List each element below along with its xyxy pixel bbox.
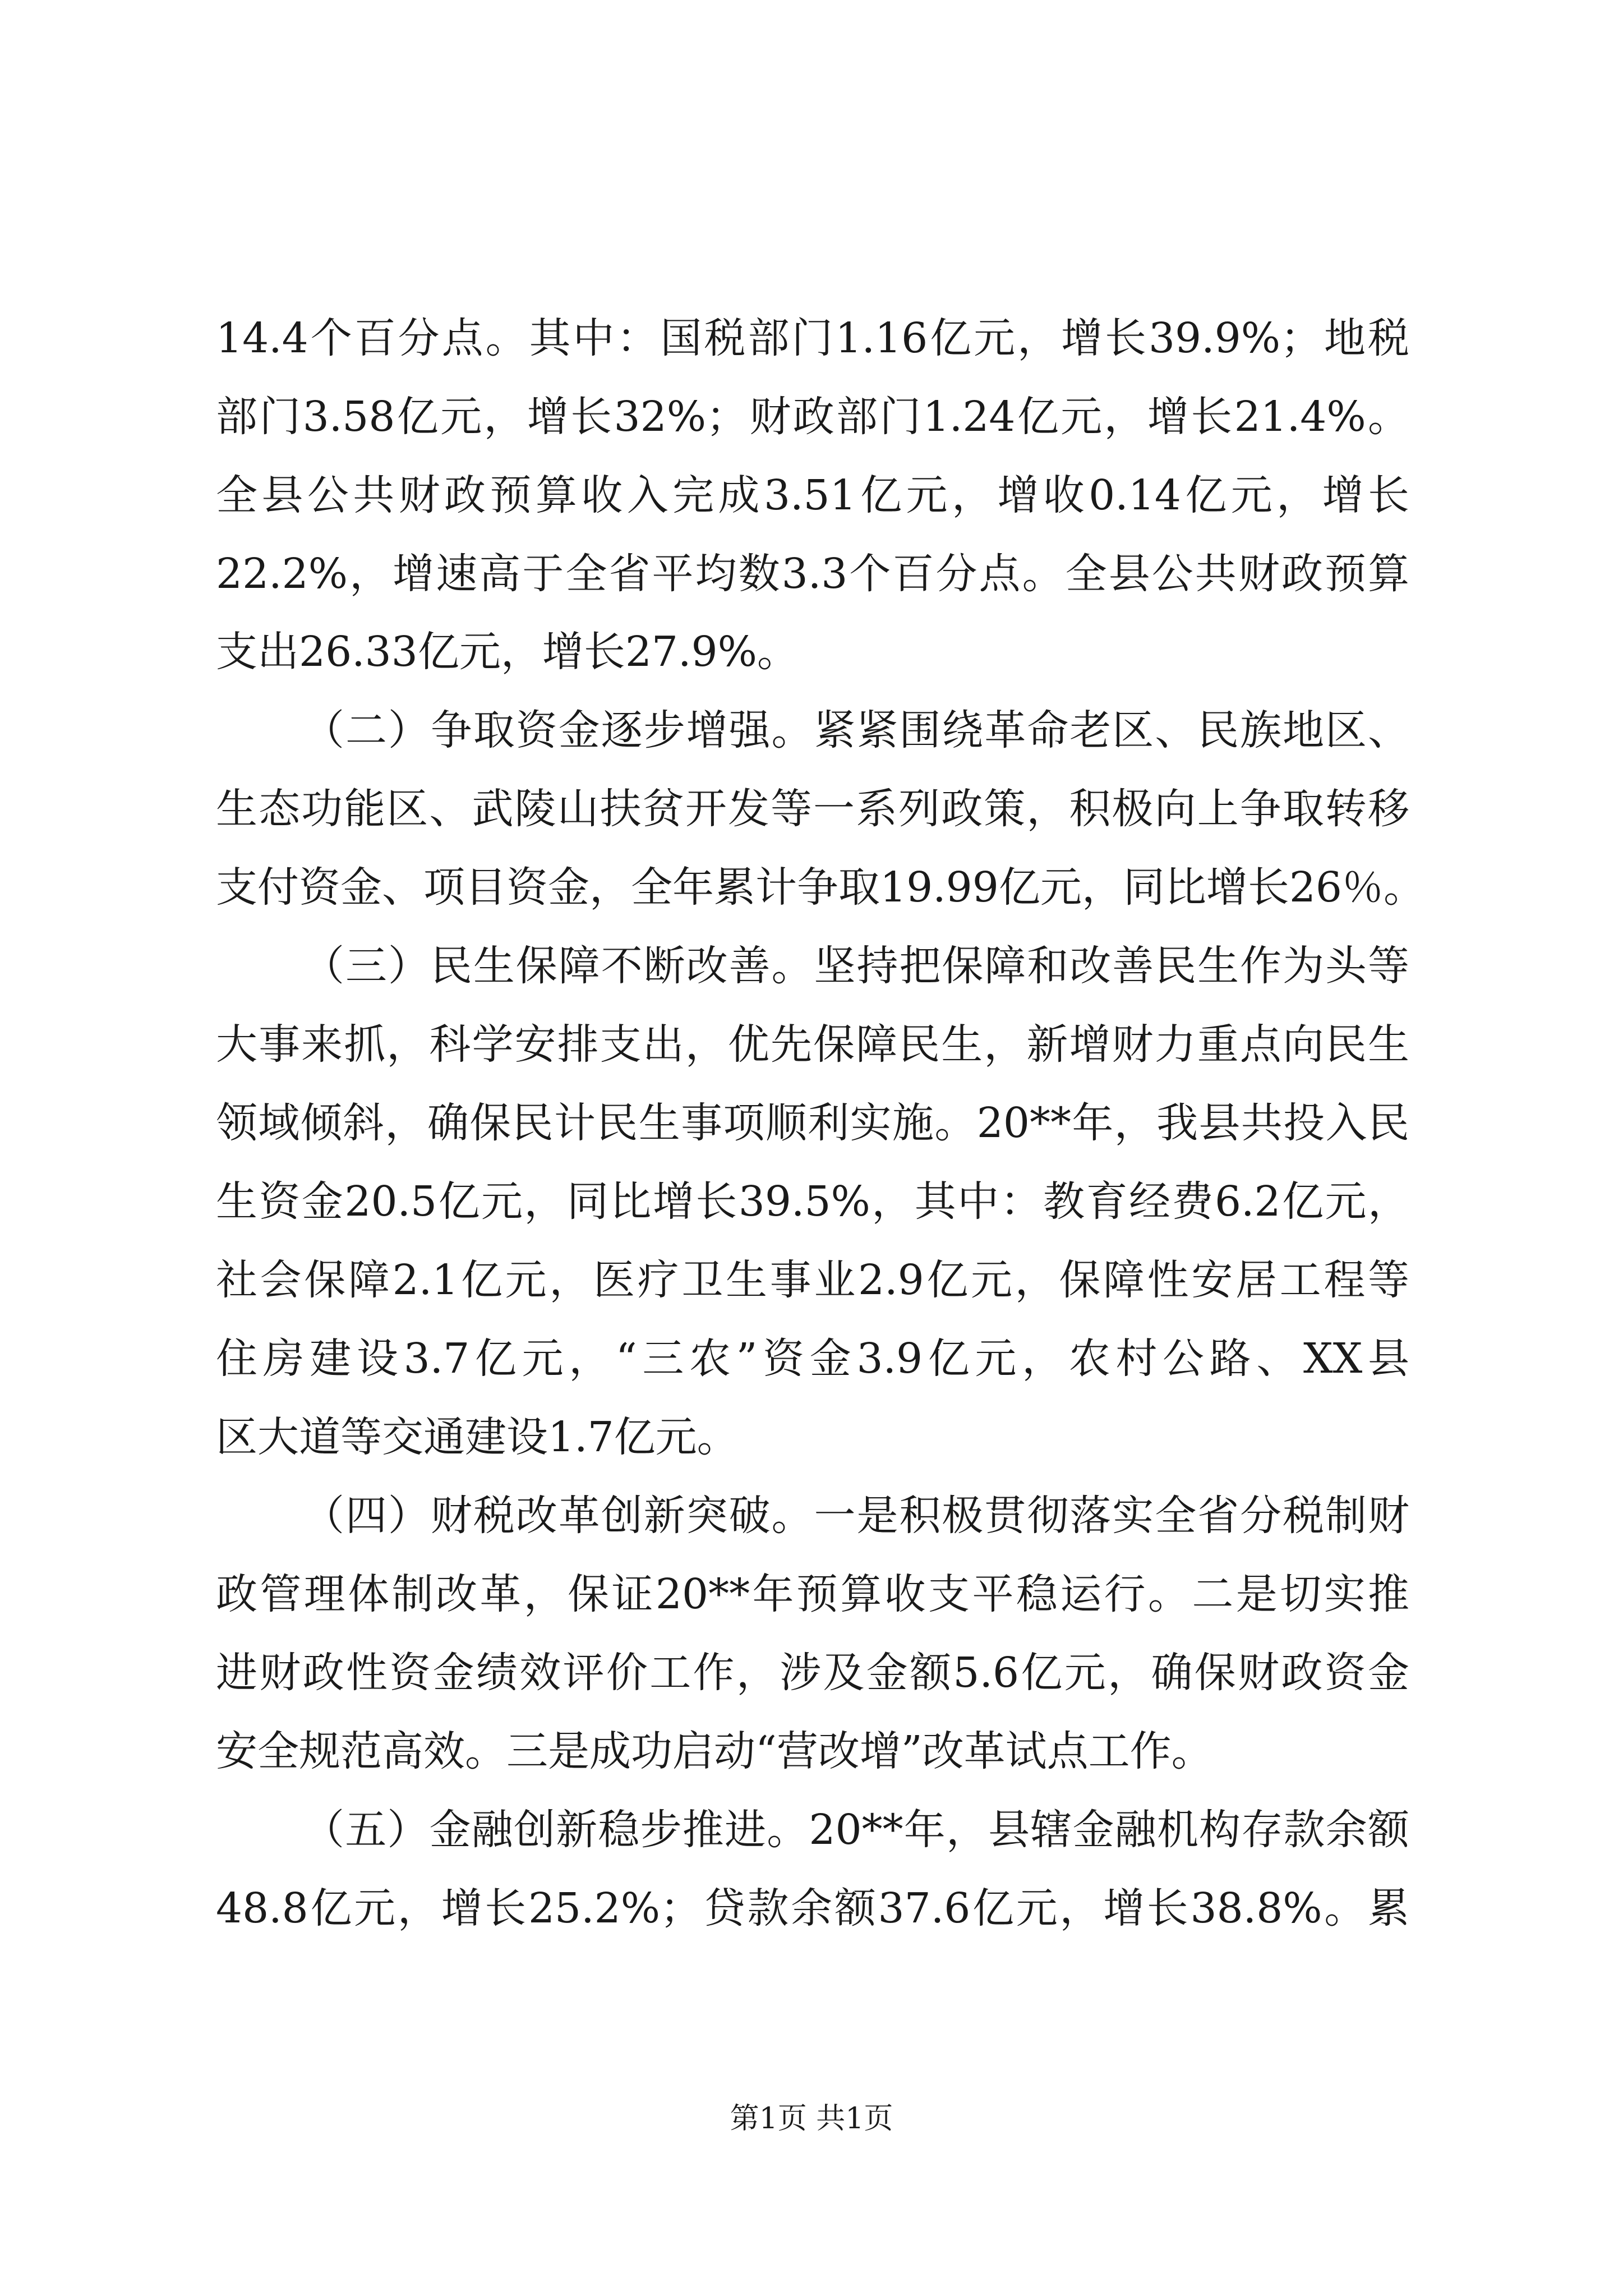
text-line: 支付资金、项目资金，全年累计争取19.99亿元，同比增长26％。 (216, 863, 1426, 912)
paragraph-heading-line: （四）财税改革创新突破。一是积极贯彻落实全省分税制财 (303, 1492, 1409, 1540)
text-line: 部门3.58亿元，增长32%；财政部门1.24亿元，增长21.4%。 (216, 393, 1409, 441)
page-footer: 第1页 共1页 (730, 2102, 893, 2136)
text-line: 48.8亿元，增长25.2%；贷款余额37.6亿元，增长38.8%。累 (216, 1884, 1409, 1932)
paragraph-heading-line: （三）民生保障不断改善。坚持把保障和改善民生作为头等 (303, 942, 1409, 990)
text-line: 政管理体制改革，保证20**年预算收支平稳运行。二是切实推 (216, 1570, 1409, 1618)
text-line: 14.4个百分点。其中：国税部门1.16亿元，增长39.9%；地税 (216, 314, 1409, 362)
text-line: 全县公共财政预算收入完成3.51亿元，增收0.14亿元，增长 (216, 471, 1409, 519)
text-line: 进财政性资金绩效评价工作，涉及金额5.6亿元，确保财政资金 (216, 1649, 1409, 1697)
paragraph-heading-line: （二）争取资金逐步增强。紧紧围绕革命老区、民族地区、 (303, 706, 1409, 754)
text-line: 22.2%，增速高于全省平均数3.3个百分点。全县公共财政预算 (216, 550, 1409, 598)
text-line: 住房建设3.7亿元，“三农”资金3.9亿元，农村公路、XX县 (216, 1335, 1409, 1383)
text-line: 生态功能区、武陵山扶贫开发等一系列政策，积极向上争取转移 (216, 785, 1409, 833)
text-line: 社会保障2.1亿元，医疗卫生事业2.9亿元，保障性安居工程等 (216, 1256, 1409, 1304)
text-line: 领域倾斜，确保民计民生事项顺利实施。20**年，我县共投入民 (216, 1099, 1409, 1147)
text-line: 安全规范高效。三是成功启动“营改增”改革试点工作。 (216, 1727, 1213, 1775)
text-line: 大事来抓，科学安排支出，优先保障民生，新增财力重点向民生 (216, 1020, 1409, 1069)
paragraph-heading-line: （五）金融创新稳步推进。20**年，县辖金融机构存款余额 (303, 1806, 1409, 1854)
text-line: 生资金20.5亿元，同比增长39.5%，其中：教育经费6.2亿元， (216, 1177, 1409, 1226)
text-line: 支出26.33亿元，增长27.9%。 (216, 628, 799, 676)
text-line: 区大道等交通建设1.7亿元。 (216, 1413, 739, 1461)
